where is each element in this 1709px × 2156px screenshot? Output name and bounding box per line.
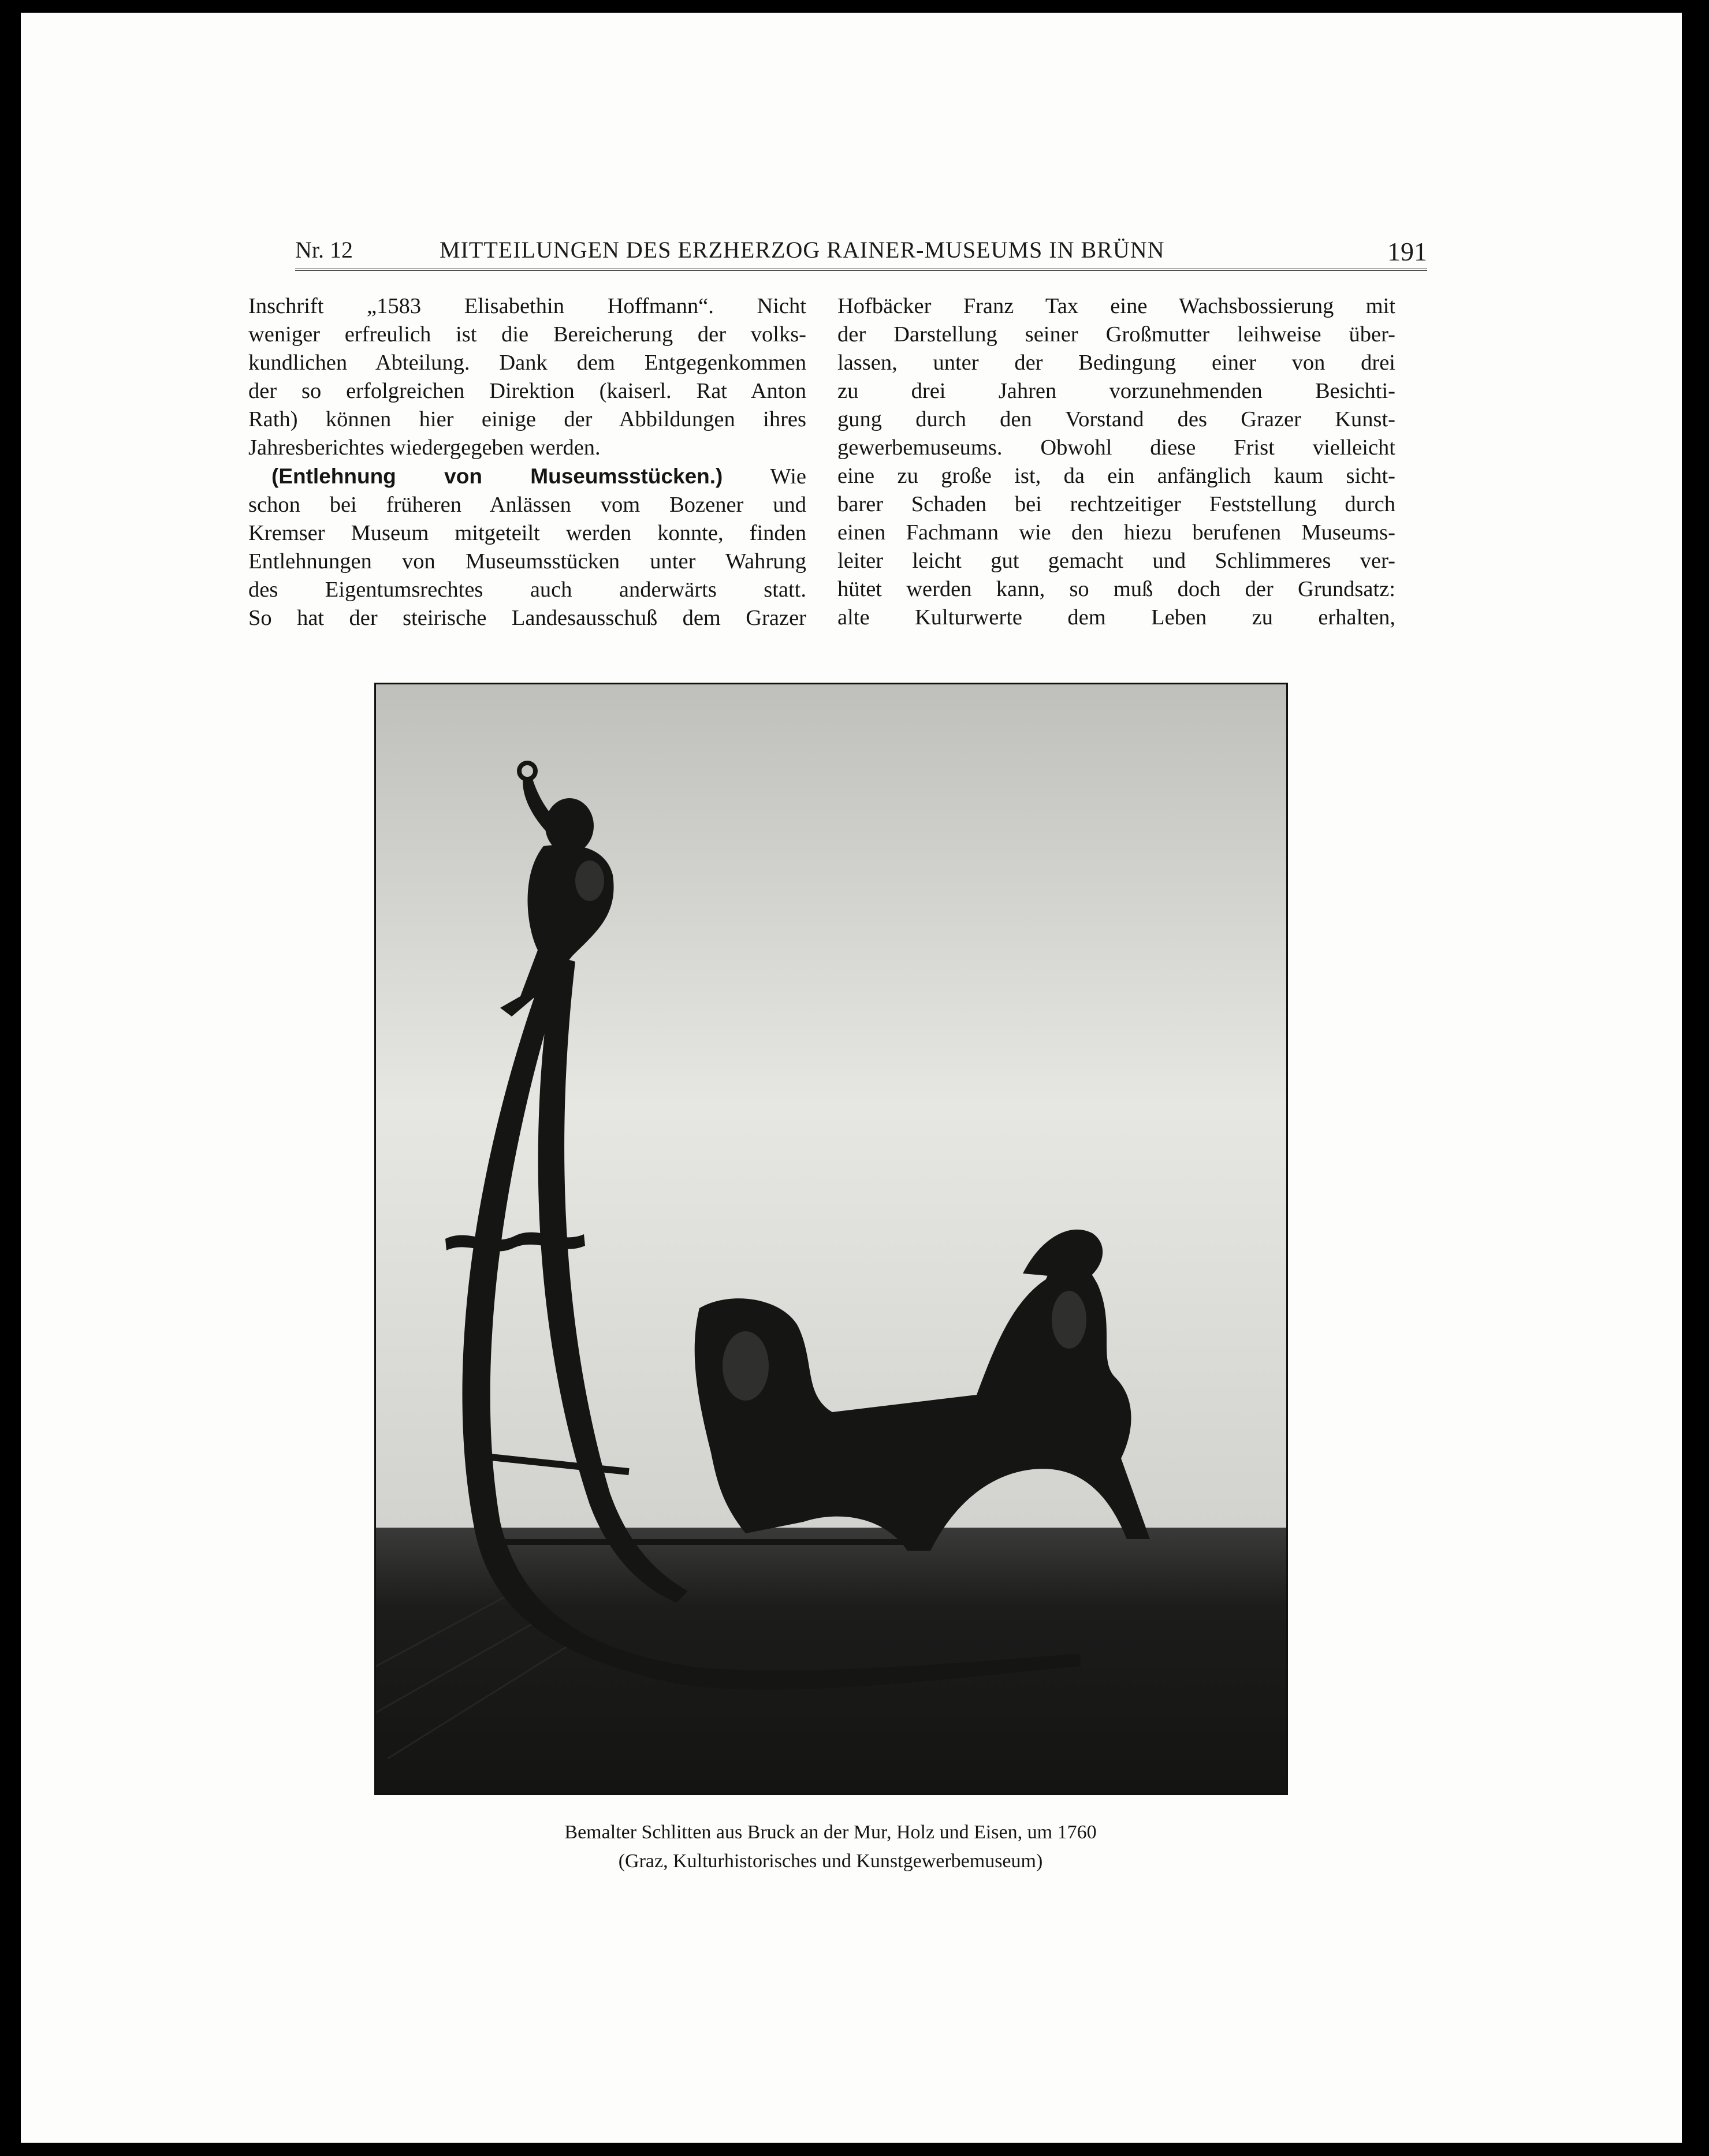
text-line: Inschrift „1583 Elisabethin Hoffmann“. Nicht [248, 294, 806, 318]
text-line: leiter leicht gut gemacht und Schlimmeres ver- [837, 549, 1395, 573]
issue-number: Nr. 12 [295, 237, 353, 263]
text-line: eine zu große ist, da ein anfänglich kaum sicht- [837, 464, 1395, 488]
right-text-column [837, 292, 1395, 632]
caption-line-2: (Graz, Kulturhistorisches und Kunstgewerbemuseum) [618, 1850, 1043, 1872]
sleigh-illustration [376, 684, 1286, 1793]
text-line: kundlichen Abteilung. Dank dem Entgegenkommen [248, 351, 806, 375]
text-line: des Eigentumsrechtes auch anderwärts statt. [248, 578, 806, 602]
text-line: Hofbäcker Franz Tax eine Wachsbossierung mit [837, 294, 1395, 318]
sleigh-photograph [374, 683, 1288, 1795]
text-line: Rath) können hier einige der Abbildungen ihres [248, 407, 806, 431]
text-line: gewerbemuseums. Obwohl diese Frist vielleicht [837, 435, 1395, 460]
caption-line-1: Bemalter Schlitten aus Bruck an der Mur, Holz und Eisen, um 1760 [564, 1822, 1097, 1843]
text-line: gung durch den Vorstand des Grazer Kunst- [837, 407, 1395, 431]
page-number: 191 [1387, 237, 1427, 266]
text-line: zu drei Jahren vorzunehmenden Besichti- [837, 379, 1395, 403]
left-text-column [248, 292, 806, 632]
section-heading: (Entlehnung von Museumsstücken.) [271, 464, 723, 488]
text-line: alte Kulturwerte dem Leben zu erhalten, [837, 605, 1395, 630]
text-line: schon bei früheren Anlässen vom Bozener und [248, 493, 806, 517]
running-header [295, 234, 1427, 271]
section-heading-line [248, 462, 806, 491]
text-line: hütet werden kann, so muß doch der Grundsatz: [837, 577, 1395, 601]
figure-caption [374, 1818, 1287, 1876]
text-line: einen Fachmann wie den hiezu berufenen Museums- [837, 520, 1395, 545]
text-line: Entlehnungen von Museumsstücken unter Wahrung [248, 549, 806, 574]
heading-tail: Wie [770, 464, 806, 489]
journal-title: MITTEILUNGEN DES ERZHERZOG RAINER-MUSEUMS IN BRÜNN [440, 237, 1165, 263]
text-line: der so erfolgreichen Direktion (kaiserl. Rat Anton [248, 379, 806, 403]
text-line: Jahresberichtes wiedergegeben werden. [248, 435, 601, 460]
text-line: weniger erfreulich ist die Bereicherung der volks- [248, 322, 806, 347]
text-line: der Darstellung seiner Großmutter leihweise über- [837, 322, 1395, 347]
text-line: Kremser Museum mitgeteilt werden konnte, finden [248, 521, 806, 545]
text-line: lassen, unter der Bedingung einer von drei [837, 351, 1395, 375]
text-line: So hat der steirische Landesausschuß dem Grazer [248, 606, 806, 630]
text-line: barer Schaden bei rechtzeitiger Feststellung durch [837, 492, 1395, 516]
